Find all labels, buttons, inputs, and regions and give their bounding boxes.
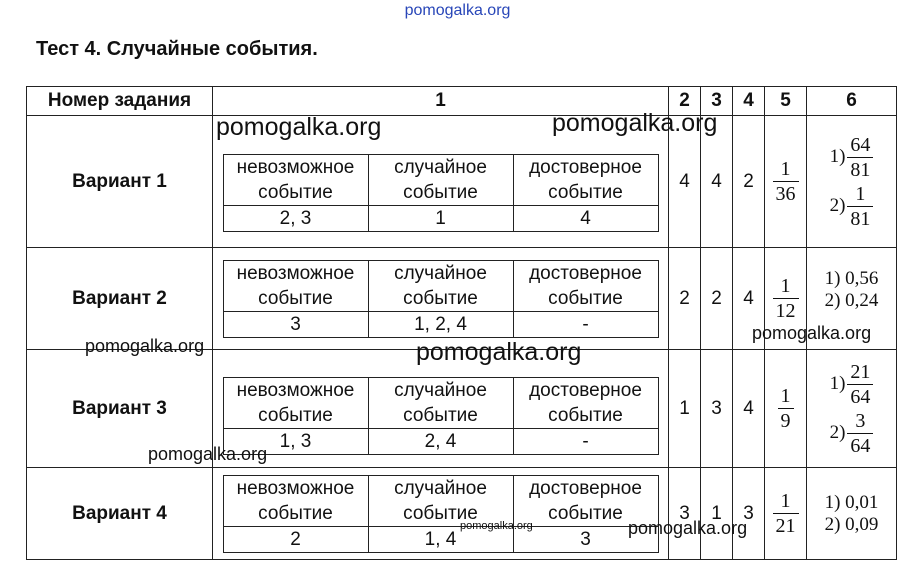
answer-4: 3 xyxy=(733,468,765,560)
page-title: Тест 4. Случайные события. xyxy=(36,38,318,60)
impossible-header: невозможное событие xyxy=(223,154,368,205)
answer-4: 2 xyxy=(733,116,765,248)
watermark: pomogalka.org xyxy=(628,518,748,538)
answer-6: 1) $\frac{64}{81}$ 2) $\frac{1}{81}$ xyxy=(807,116,897,248)
variant-row xyxy=(27,468,897,560)
events-table xyxy=(223,377,659,455)
random-value: 1 xyxy=(368,205,513,231)
header-task-5: 5 xyxy=(765,87,807,116)
task1-cell xyxy=(213,350,669,468)
certain-header: достоверное событие xyxy=(513,260,658,311)
header-task-4: 4 xyxy=(733,87,765,116)
variant-label: Вариант 2 xyxy=(27,248,213,350)
watermark: pomogalka.org xyxy=(416,338,582,366)
events-table xyxy=(223,475,659,553)
answer-6: 1) 0,01 2) 0,09 xyxy=(807,468,897,560)
variant-label: Вариант 1 xyxy=(27,116,213,248)
header-task-3: 3 xyxy=(701,87,733,116)
certain-value: 4 xyxy=(513,205,658,231)
answer-6: 1) 0,56 2) 0,24 xyxy=(807,248,897,350)
watermark: pomogalka.org xyxy=(552,109,718,137)
watermark: pomogalka.org xyxy=(752,323,872,343)
random-header: случайное событие xyxy=(368,475,513,526)
random-value: 2, 4 xyxy=(368,428,513,454)
events-table xyxy=(223,260,659,338)
certain-header: достоверное событие xyxy=(513,154,658,205)
random-value: 1, 4 xyxy=(368,526,513,552)
answer-2: 4 xyxy=(669,116,701,248)
impossible-value: 2 xyxy=(223,526,368,552)
random-header: случайное событие xyxy=(368,154,513,205)
answer-2: 2 xyxy=(669,248,701,350)
impossible-header: невозможное событие xyxy=(223,377,368,428)
watermark: pomogalka.org xyxy=(216,113,382,141)
task1-cell xyxy=(213,468,669,560)
header-task-2: 2 xyxy=(669,87,701,116)
certain-header: достоверное событие xyxy=(513,475,658,526)
answer-5 xyxy=(765,116,807,248)
fraction: $\frac{1}{21}$ xyxy=(773,489,799,538)
certain-header: достоверное событие xyxy=(513,377,658,428)
variant-label: Вариант 3 xyxy=(27,350,213,468)
variant-row xyxy=(27,116,897,248)
watermark: pomogalka.org xyxy=(148,444,268,464)
impossible-value: 2, 3 xyxy=(223,205,368,231)
impossible-value: 1, 3 xyxy=(223,428,368,454)
answer-3: 1 xyxy=(701,468,733,560)
answer-4: 4 xyxy=(733,248,765,350)
answer-3: 4 xyxy=(701,116,733,248)
watermark: pomogalka.org xyxy=(85,336,205,356)
fraction: $\frac{1}{9}$ xyxy=(778,384,794,433)
random-header: случайное событие xyxy=(368,260,513,311)
impossible-header: невозможное событие xyxy=(223,260,368,311)
variant-label: Вариант 4 xyxy=(27,468,213,560)
answer-3: 2 xyxy=(701,248,733,350)
watermark: pomogalka.org xyxy=(460,520,533,532)
answer-4: 4 xyxy=(733,350,765,468)
header-task-6: 6 xyxy=(807,87,897,116)
task1-cell xyxy=(213,248,669,350)
answer-3: 3 xyxy=(701,350,733,468)
header-task-1: 1 xyxy=(213,87,669,116)
header-row xyxy=(27,87,897,116)
site-watermark-top: pomogalka.org xyxy=(404,2,511,19)
fraction: $\frac{1}{36}$ xyxy=(773,157,799,206)
answer-6: 1) $\frac{21}{64}$ 2) $\frac{3}{64}$ xyxy=(807,350,897,468)
certain-value: 3 xyxy=(513,526,658,552)
answer-2: 3 xyxy=(669,468,701,560)
answer-5 xyxy=(765,468,807,560)
fraction: $\frac{1}{12}$ xyxy=(773,274,799,323)
answer-5 xyxy=(765,350,807,468)
answer-2: 1 xyxy=(669,350,701,468)
events-table xyxy=(223,154,659,232)
impossible-header: невозможное событие xyxy=(223,475,368,526)
certain-value: - xyxy=(513,311,658,337)
impossible-value: 3 xyxy=(223,311,368,337)
random-header: случайное событие xyxy=(368,377,513,428)
certain-value: - xyxy=(513,428,658,454)
random-value: 1, 2, 4 xyxy=(368,311,513,337)
header-task-number: Номер задания xyxy=(27,87,213,116)
